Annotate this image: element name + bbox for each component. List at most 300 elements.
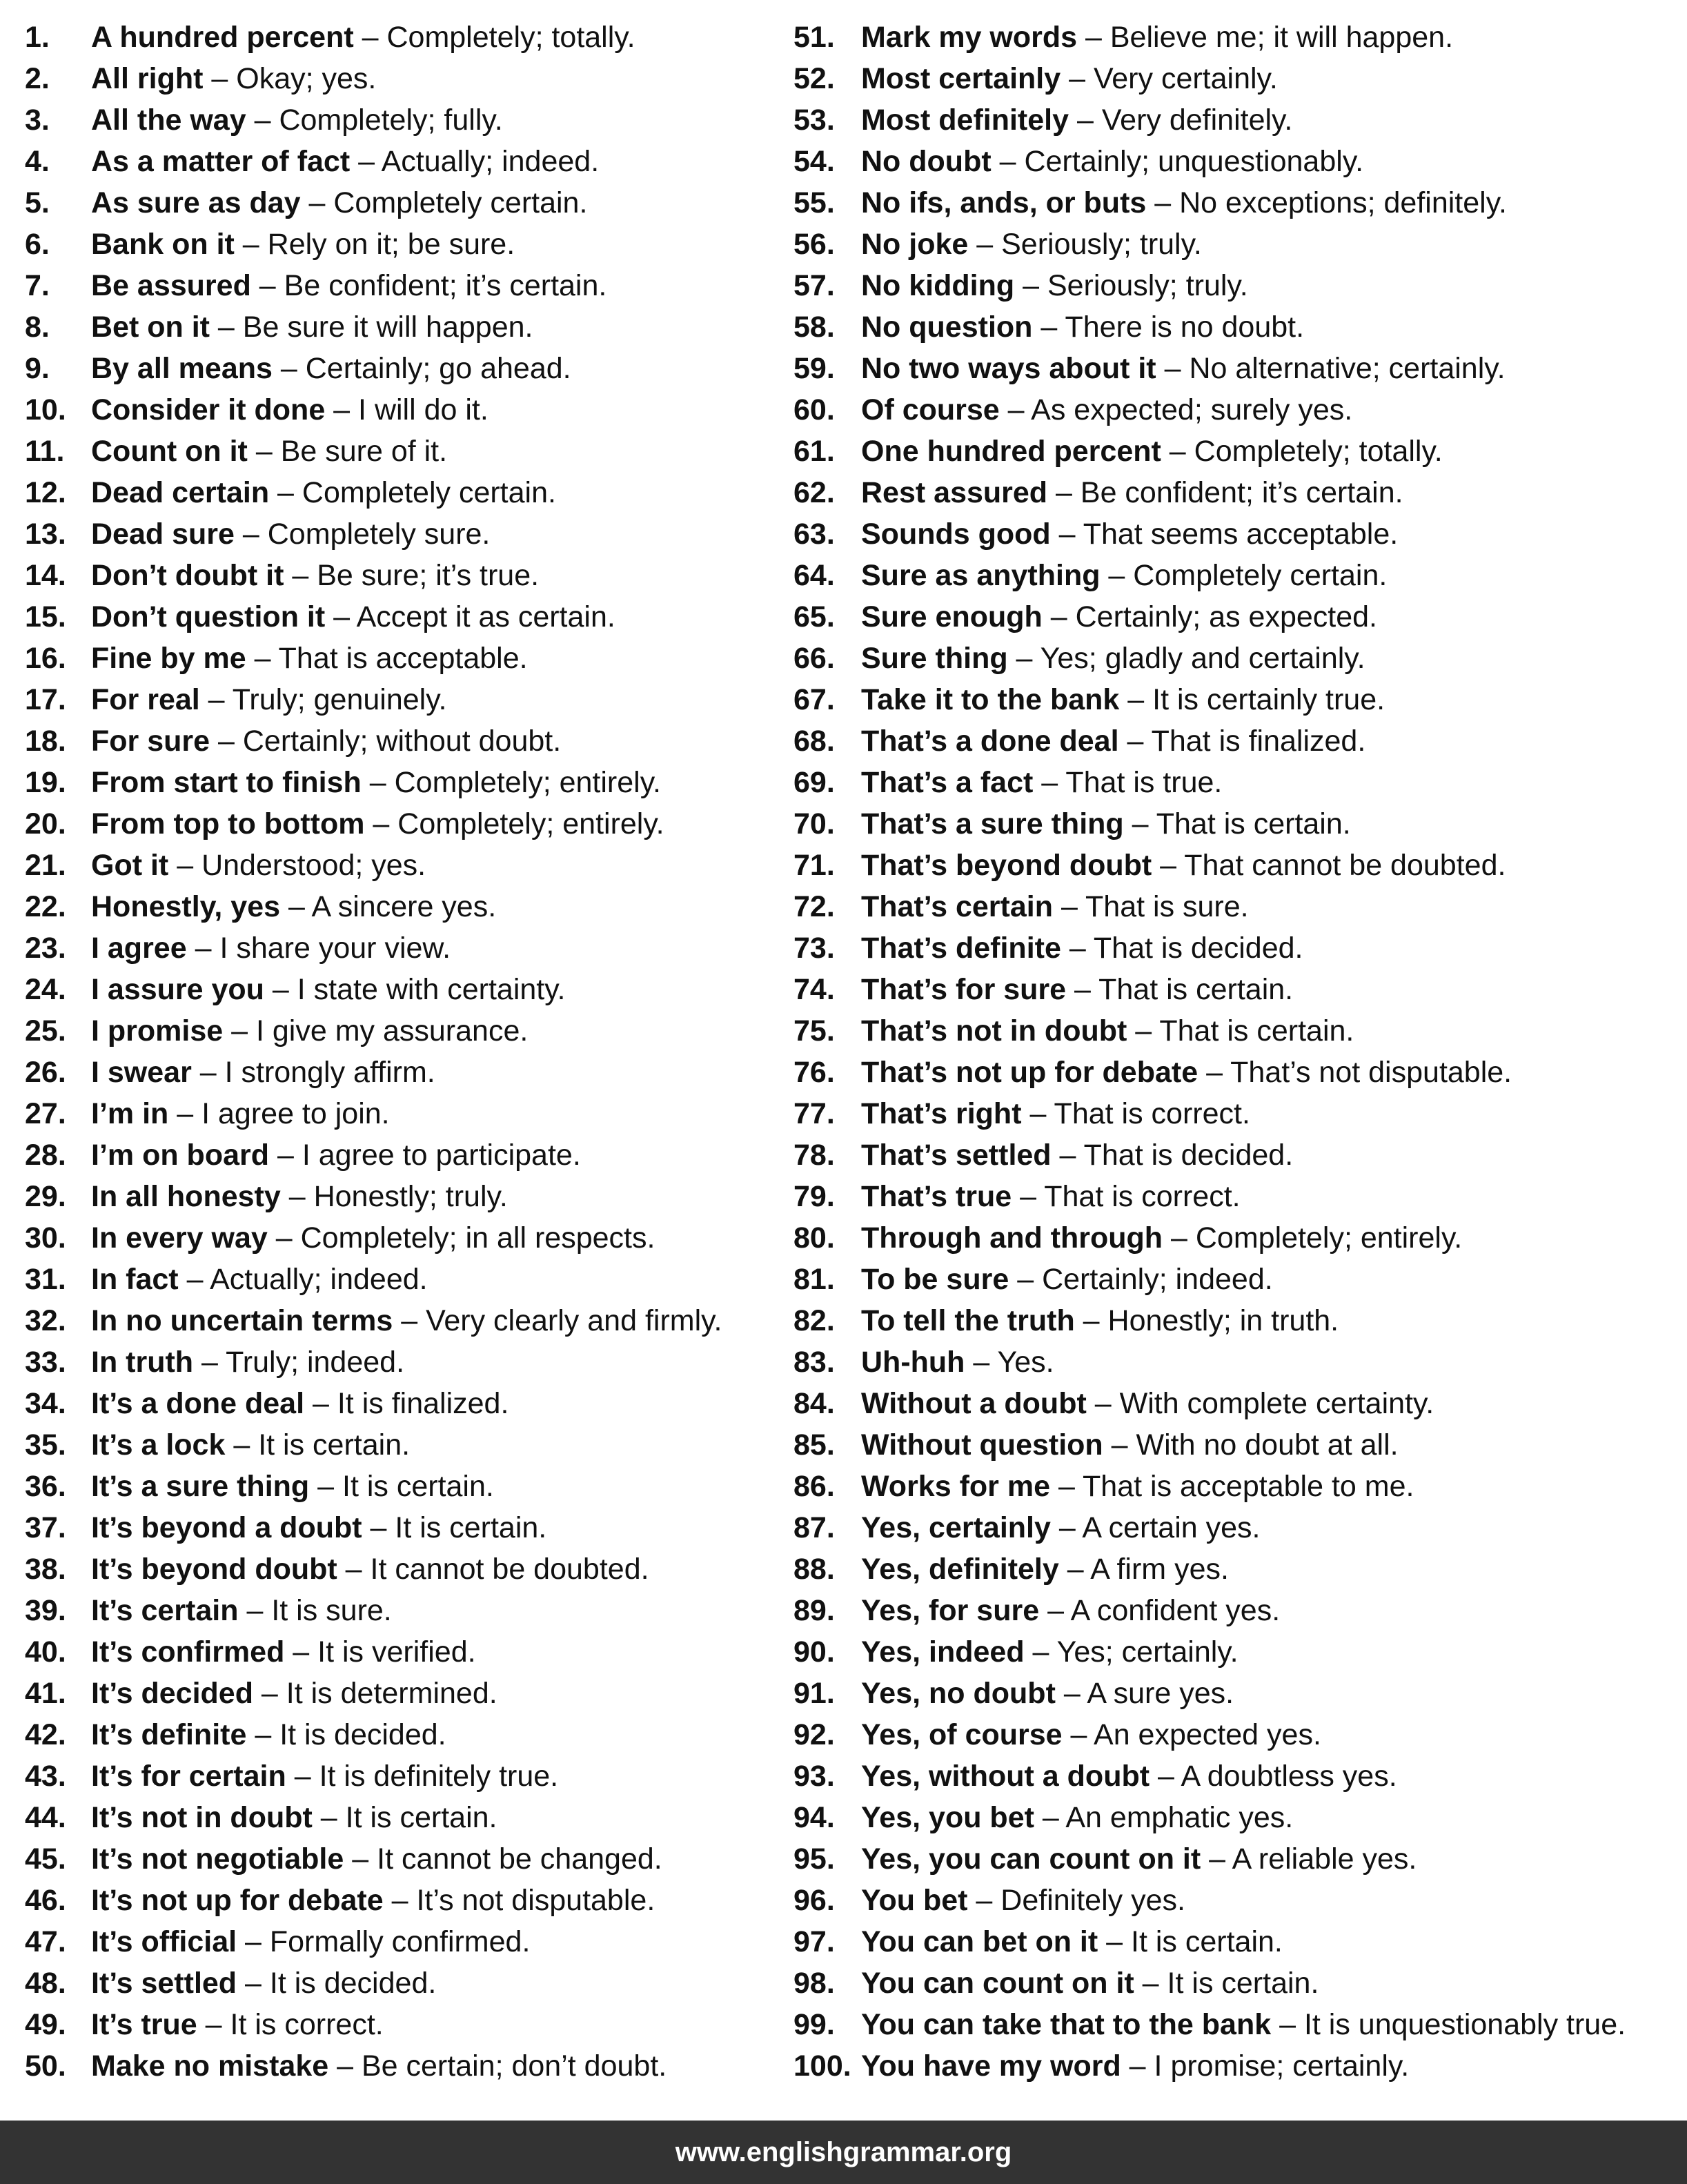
phrase-term: In fact [91, 1263, 179, 1296]
footer-website[interactable]: www.englishgrammar.org [675, 2136, 1012, 2167]
phrase-term: Of course [861, 393, 1000, 426]
item-number: 34. [25, 1387, 66, 1420]
item-number: 88. [793, 1553, 835, 1586]
item-text [91, 1052, 435, 1093]
item-text [91, 1797, 497, 1838]
phrase-term: No joke [861, 228, 969, 261]
item-number: 55. [793, 186, 835, 219]
item-number: 33. [25, 1346, 66, 1379]
phrase-term: You can take that to the bank [861, 2008, 1272, 2041]
item-number: 94. [793, 1801, 835, 1834]
phrase-definition: An expected yes. [1094, 1718, 1321, 1751]
dash-separator: – [237, 1967, 270, 2000]
dash-separator: – [361, 766, 395, 799]
item-text [861, 1631, 1239, 1673]
phrase-definition: That’s not disputable. [1230, 1056, 1512, 1089]
phrase-definition: I agree to join. [201, 1097, 390, 1130]
item-text [861, 969, 1293, 1010]
phrase-definition: Completely; entirely. [394, 766, 661, 799]
item-text [861, 17, 1453, 58]
phrase-definition: Very clearly and firmly. [426, 1304, 722, 1337]
list-item [793, 1631, 1684, 1673]
item-number: 56. [793, 228, 835, 261]
item-text [861, 1217, 1462, 1259]
list-item [25, 306, 777, 348]
list-item [793, 886, 1684, 927]
list-item [25, 265, 777, 306]
item-text [861, 1300, 1339, 1341]
phrase-definition: It is sure. [271, 1594, 392, 1627]
phrase-definition: That is true. [1065, 766, 1223, 799]
item-text [91, 348, 571, 389]
item-text [861, 679, 1385, 720]
list-item [793, 1259, 1684, 1300]
phrase-definition: It is determined. [286, 1677, 497, 1710]
list-item [793, 1797, 1684, 1838]
phrase-term: No kidding [861, 269, 1015, 302]
item-number: 8. [25, 311, 50, 344]
dash-separator: – [238, 1594, 272, 1627]
item-text [861, 306, 1304, 348]
item-text [861, 1921, 1283, 1962]
phrase-definition: Completely; in all respects. [300, 1221, 655, 1255]
dash-separator: – [267, 1221, 301, 1255]
item-text [91, 1880, 655, 1921]
dash-separator: – [1201, 1842, 1232, 1876]
item-number: 28. [25, 1139, 66, 1172]
list-item [25, 1838, 777, 1880]
list-item [25, 472, 777, 513]
phrase-term: It’s a done deal [91, 1387, 305, 1420]
phrase-term: Sure thing [861, 642, 1008, 675]
dash-separator: – [1119, 683, 1153, 716]
phrase-term: That’s a fact [861, 766, 1034, 799]
list-item [793, 1880, 1684, 1921]
item-number: 79. [793, 1180, 835, 1213]
phrase-term: As sure as day [91, 186, 301, 219]
item-number: 86. [793, 1470, 835, 1503]
phrase-term: Mark my words [861, 21, 1078, 54]
phrase-definition: I give my assurance. [255, 1014, 529, 1047]
phrase-definition: Yes; gladly and certainly. [1040, 642, 1365, 675]
phrase-list-right [793, 17, 1684, 2087]
phrase-term: That’s definite [861, 932, 1061, 965]
phrase-term: In every way [91, 1221, 268, 1255]
dash-separator: – [1103, 1428, 1136, 1462]
item-number: 29. [25, 1180, 66, 1213]
item-text [861, 58, 1278, 99]
phrase-definition: Seriously; truly. [1001, 228, 1202, 261]
list-item [25, 1631, 777, 1673]
item-number: 14. [25, 559, 66, 592]
phrase-term: Yes, definitely [861, 1553, 1059, 1586]
dash-separator: – [1163, 1221, 1196, 1255]
item-number: 96. [793, 1884, 835, 1917]
phrase-term: It’s definite [91, 1718, 247, 1751]
list-item [793, 17, 1684, 58]
phrase-definition: That seems acceptable. [1083, 518, 1399, 551]
phrase-definition: A firm yes. [1090, 1553, 1229, 1586]
footer-bar [0, 2121, 1687, 2184]
item-number: 75. [793, 1014, 835, 1047]
item-text [861, 348, 1506, 389]
phrase-term: Yes, you bet [861, 1801, 1034, 1834]
item-text [91, 1838, 662, 1880]
item-text [861, 1838, 1417, 1880]
phrase-term: Rest assured [861, 476, 1048, 509]
item-number: 85. [793, 1428, 835, 1462]
phrase-term: Sure as anything [861, 559, 1101, 592]
dash-separator: – [1051, 1139, 1084, 1172]
dash-separator: – [1118, 725, 1152, 758]
item-number: 17. [25, 683, 66, 716]
phrase-term: To tell the truth [861, 1304, 1075, 1337]
phrase-definition: It is finalized. [337, 1387, 509, 1420]
phrase-term: Works for me [861, 1470, 1050, 1503]
phrase-definition: I state with certainty. [297, 973, 566, 1006]
dash-separator: – [1077, 21, 1110, 54]
item-text [91, 2045, 667, 2087]
item-text [861, 1714, 1321, 1755]
phrase-definition: I agree to participate. [302, 1139, 581, 1172]
item-text [91, 1921, 530, 1962]
item-number: 38. [25, 1553, 66, 1586]
phrase-definition: Completely certain. [1133, 559, 1388, 592]
item-text [91, 1424, 410, 1466]
list-item [25, 348, 777, 389]
phrase-term: You bet [861, 1884, 968, 1917]
phrase-definition: That is decided. [1093, 932, 1303, 965]
dash-separator: – [1024, 1635, 1057, 1669]
phrase-term: No doubt [861, 145, 992, 178]
dash-separator: – [286, 1760, 319, 1793]
item-text [91, 720, 561, 762]
phrase-term: It’s not negotiable [91, 1842, 344, 1876]
dash-separator: – [1060, 932, 1094, 965]
dash-separator: – [203, 62, 237, 95]
item-number: 44. [25, 1801, 66, 1834]
item-number: 72. [793, 890, 835, 923]
dash-separator: – [1007, 642, 1040, 675]
item-text [91, 1466, 494, 1507]
phrase-term: It’s not in doubt [91, 1801, 313, 1834]
phrase-term: I’m in [91, 1097, 169, 1130]
phrase-term: In all honesty [91, 1180, 281, 1213]
phrase-term: Yes, indeed [861, 1635, 1025, 1669]
phrase-term: Most definitely [861, 104, 1069, 137]
phrase-term: Uh-huh [861, 1346, 965, 1379]
dash-separator: – [223, 1014, 256, 1047]
dash-separator: – [210, 725, 243, 758]
phrase-definition: Certainly; unquestionably. [1024, 145, 1364, 178]
list-item [793, 596, 1684, 638]
phrase-term: For real [91, 683, 200, 716]
phrase-definition: It is certain. [258, 1428, 411, 1462]
phrase-term: Dead sure [91, 518, 235, 551]
phrase-term: A hundred percent [91, 21, 354, 54]
item-text [861, 1797, 1293, 1838]
item-text [861, 1424, 1399, 1466]
item-text [861, 1548, 1229, 1590]
item-text [861, 555, 1387, 596]
list-item [25, 845, 777, 886]
dash-separator: – [1050, 1470, 1083, 1503]
list-item [793, 638, 1684, 679]
item-number: 70. [793, 807, 835, 840]
item-number: 9. [25, 352, 50, 385]
list-item [793, 1466, 1684, 1507]
phrase-term: Consider it done [91, 393, 326, 426]
dash-separator: – [337, 1553, 371, 1586]
phrase-term: Through and through [861, 1221, 1163, 1255]
item-text [91, 803, 664, 845]
item-text [91, 1176, 508, 1217]
item-number: 43. [25, 1760, 66, 1793]
item-text [861, 2004, 1626, 2045]
dash-separator: – [1042, 600, 1076, 633]
dash-separator: – [272, 352, 306, 385]
dash-separator: – [364, 807, 398, 840]
phrase-definition: A doubtless yes. [1181, 1760, 1397, 1793]
phrase-term: Yes, for sure [861, 1594, 1040, 1627]
phrase-term: I’m on board [91, 1139, 269, 1172]
item-text [861, 762, 1222, 803]
item-text [91, 141, 599, 182]
dash-separator: – [1123, 807, 1156, 840]
dash-separator: – [246, 642, 279, 675]
phrase-definition: Honestly; in truth. [1107, 1304, 1339, 1337]
list-item [25, 886, 777, 927]
item-text [91, 17, 635, 58]
dash-separator: – [178, 1263, 210, 1296]
list-item [793, 431, 1684, 472]
dash-separator: – [967, 1884, 1001, 1917]
list-item [793, 224, 1684, 265]
phrase-term: All right [91, 62, 204, 95]
dash-separator: – [1009, 1263, 1043, 1296]
list-item [793, 141, 1684, 182]
dash-separator: – [1127, 1014, 1160, 1047]
dash-separator: – [1152, 849, 1185, 882]
dash-separator: – [1100, 559, 1134, 592]
phrase-term: Don’t doubt it [91, 559, 284, 592]
item-number: 51. [793, 21, 835, 54]
phrase-definition: There is no doubt. [1065, 311, 1305, 344]
dash-separator: – [393, 1304, 426, 1337]
item-number: 54. [793, 145, 835, 178]
item-text [861, 1880, 1185, 1921]
dash-separator: – [1050, 518, 1083, 551]
phrase-definition: Understood; yes. [201, 849, 426, 882]
item-text [861, 886, 1249, 927]
item-text [861, 224, 1202, 265]
list-item [793, 182, 1684, 224]
item-number: 60. [793, 393, 835, 426]
dash-separator: – [186, 932, 220, 965]
dash-separator: – [1050, 1511, 1083, 1544]
phrase-definition: Be confident; it’s certain. [284, 269, 607, 302]
dash-separator: – [300, 186, 334, 219]
phrase-definition: A sure yes. [1087, 1677, 1234, 1710]
item-number: 84. [793, 1387, 835, 1420]
dash-separator: – [1058, 1553, 1091, 1586]
item-number: 16. [25, 642, 66, 675]
list-item [25, 58, 777, 99]
list-item [793, 389, 1684, 431]
phrase-definition: With no doubt at all. [1136, 1428, 1399, 1462]
item-number: 53. [793, 104, 835, 137]
item-text [91, 1673, 497, 1714]
dash-separator: – [234, 228, 268, 261]
item-number: 23. [25, 932, 66, 965]
phrase-definition: It is certainly true. [1152, 683, 1385, 716]
item-number: 2. [25, 62, 50, 95]
dash-separator: – [284, 1635, 318, 1669]
item-text [91, 1093, 390, 1134]
item-number: 95. [793, 1842, 835, 1876]
item-text [861, 2045, 1409, 2087]
list-item [793, 803, 1684, 845]
dash-separator: – [325, 393, 359, 426]
phrase-definition: Believe me; it will happen. [1109, 21, 1454, 54]
phrase-definition: It is certain. [1167, 1967, 1319, 2000]
list-item [25, 1797, 777, 1838]
phrase-definition: Be certain; don’t doubt. [361, 2049, 667, 2083]
phrase-definition: Very definitely. [1101, 104, 1293, 137]
item-number: 66. [793, 642, 835, 675]
phrase-term: No ifs, ands, or buts [861, 186, 1147, 219]
phrase-term: That’s beyond doubt [861, 849, 1152, 882]
phrase-definition: Truly; genuinely. [232, 683, 447, 716]
phrase-definition: That cannot be doubted. [1184, 849, 1506, 882]
item-number: 77. [793, 1097, 835, 1130]
item-number: 41. [25, 1677, 66, 1710]
phrase-term: I assure you [91, 973, 264, 1006]
list-item [25, 182, 777, 224]
phrase-term: It’s a sure thing [91, 1470, 310, 1503]
phrase-definition: Completely; entirely. [397, 807, 664, 840]
phrase-term: For sure [91, 725, 210, 758]
dash-separator: – [197, 2008, 230, 2041]
list-item [25, 2045, 777, 2087]
item-text [91, 1755, 558, 1797]
list-item [25, 2004, 777, 2045]
list-item [25, 389, 777, 431]
phrase-definition: It is certain. [1131, 1925, 1283, 1958]
phrase-term: That’s true [861, 1180, 1012, 1213]
dash-separator: – [1098, 1925, 1132, 1958]
phrase-definition: Completely certain. [302, 476, 556, 509]
phrase-term: All the way [91, 104, 246, 137]
dash-separator: – [1161, 435, 1194, 468]
item-number: 6. [25, 228, 50, 261]
phrase-definition: That is certain. [1159, 1014, 1354, 1047]
list-item [793, 265, 1684, 306]
dash-separator: – [1014, 269, 1047, 302]
list-item [25, 99, 777, 141]
phrase-term: It’s confirmed [91, 1635, 285, 1669]
dash-separator: – [1271, 2008, 1304, 2041]
item-text [861, 1383, 1434, 1424]
phrase-term: Dead certain [91, 476, 270, 509]
list-item [25, 803, 777, 845]
item-number: 5. [25, 186, 50, 219]
dash-separator: – [1012, 1180, 1045, 1213]
dash-separator: – [383, 1884, 417, 1917]
phrase-definition: It is certain. [395, 1511, 547, 1544]
dash-separator: – [269, 476, 302, 509]
phrase-definition: It is decided. [279, 1718, 446, 1751]
item-number: 74. [793, 973, 835, 1006]
phrase-definition: Be sure it will happen. [242, 311, 533, 344]
phrase-term: As a matter of fact [91, 145, 351, 178]
item-number: 48. [25, 1967, 66, 2000]
list-item [25, 513, 777, 555]
phrase-term: You can count on it [861, 1967, 1134, 2000]
item-text [91, 1300, 722, 1341]
item-text [91, 389, 489, 431]
item-number: 92. [793, 1718, 835, 1751]
item-text [91, 1383, 509, 1424]
list-item [793, 1383, 1684, 1424]
item-text [91, 431, 447, 472]
item-text [91, 555, 539, 596]
item-number: 24. [25, 973, 66, 1006]
dash-separator: – [168, 1097, 202, 1130]
item-number: 3. [25, 104, 50, 137]
dash-separator: – [1086, 1387, 1120, 1420]
phrase-term: Make no mistake [91, 2049, 329, 2083]
list-item [25, 969, 777, 1010]
item-number: 25. [25, 1014, 66, 1047]
dash-separator: – [312, 1801, 346, 1834]
item-text [91, 1341, 404, 1383]
phrase-definition: Certainly; indeed. [1042, 1263, 1273, 1296]
list-item [25, 1714, 777, 1755]
phrase-definition: No exceptions; definitely. [1179, 186, 1507, 219]
phrase-term: Yes, of course [861, 1718, 1063, 1751]
phrase-term: In truth [91, 1346, 194, 1379]
phrase-term: Honestly, yes [91, 890, 281, 923]
item-number: 30. [25, 1221, 66, 1255]
item-number: 35. [25, 1428, 66, 1462]
item-text [861, 513, 1398, 555]
item-text [91, 969, 566, 1010]
phrase-term: It’s official [91, 1925, 237, 1958]
phrase-term: Bet on it [91, 311, 210, 344]
item-number: 99. [793, 2008, 835, 2041]
list-item [793, 845, 1684, 886]
phrase-definition: It is correct. [230, 2008, 384, 2041]
phrase-term: From top to bottom [91, 807, 365, 840]
phrase-definition: Certainly; go ahead. [305, 352, 571, 385]
item-text [861, 720, 1365, 762]
list-item [793, 99, 1684, 141]
phrase-definition: Honestly; truly. [313, 1180, 508, 1213]
list-item [25, 1548, 777, 1590]
phrase-term: Count on it [91, 435, 248, 468]
list-item [793, 1838, 1684, 1880]
phrase-definition: That is sure. [1085, 890, 1249, 923]
dash-separator: – [353, 21, 387, 54]
item-text [91, 472, 556, 513]
item-text [91, 1507, 546, 1548]
list-item [793, 513, 1684, 555]
list-item [793, 2004, 1684, 2045]
phrase-term: That’s for sure [861, 973, 1067, 1006]
dash-separator: – [1047, 476, 1081, 509]
list-item [25, 431, 777, 472]
